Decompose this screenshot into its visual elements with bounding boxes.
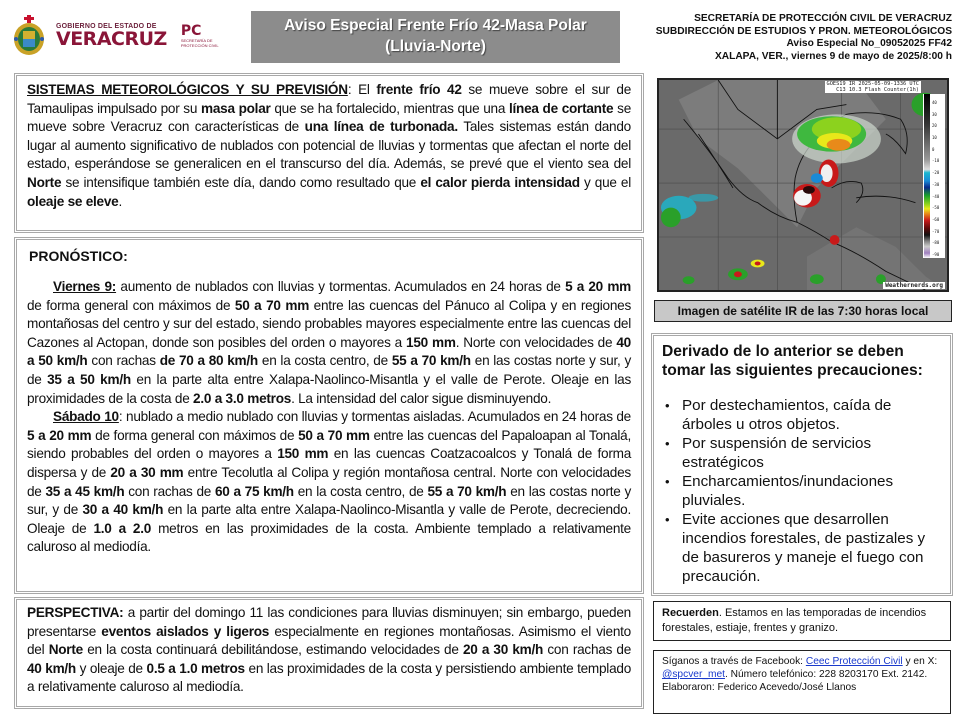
text-bold: 150 mm [277,446,329,462]
reminder-text: . Estamos en las temporadas de incendios forestales, estiaje, frentes y granizo. [662,607,927,634]
text-run: se mueve sobre Veracruz con características de [27,100,631,135]
saturday-label: Sábado 10 [53,409,119,425]
text-bold: 2.0 a 3.0 metros [193,390,292,406]
pc-logo-text: PC [180,23,202,39]
authors: Elaboraron: Federico Acevedo/José Llanos [662,682,857,694]
colorbar-tick: -50 [932,205,940,211]
text-bold: 5 a 20 mm [565,279,631,294]
org-line-1: SECRETARÍA DE PROTECCIÓN CIVIL DE VERACRUZ [694,13,952,24]
text-run: con rachas de [124,483,215,499]
text-bold: 60 a 75 km/h [214,483,294,499]
reminder-box [653,601,951,641]
bulletin-date: XALAPA, VER., viernes 9 de mayo de 2025/8:00 h [714,50,952,62]
text-run: se mueve sobre el sur de Tamaulipas impulsado por su [27,82,632,116]
forecast-panel [14,237,644,594]
forecast-heading: PRONÓSTICO: [29,248,128,264]
text-bold: 50 a 70 mm [298,427,370,443]
text-run: . Norte con velocidades de [455,334,617,350]
weather-systems-panel [14,73,644,233]
text-run: entre las cuencas del Pánuco al Colipa y en regiones montañosas del centro y sur del estado, siendo probables mayores especialmente entre las cuencas del Cazones al Actopan, donde son posibles del orden o mayores a [27,297,632,350]
text-run: : El [347,82,377,97]
text-bold: Norte [48,642,83,658]
satellite-header-line-1: GOES19 IR 2025-05-09-1336 UTC [826,81,919,87]
text-run: en las costas norte y sur, y de [27,483,632,518]
pc-sub-2: PROTECCIÓN CIVIL [180,43,219,48]
colorbar-gradient [924,94,930,258]
text-bold: el calor pierda intensidad [420,174,580,190]
government-logo [12,14,219,58]
text-run: en la costa centro, de [257,353,392,369]
text-run: de forma general con máximos de [27,297,235,313]
weather-systems-heading: SISTEMAS METEOROLÓGICOS Y SU PREVISIÓN [27,82,348,97]
precautions-title: Derivado de lo anterior se deben tomar las siguientes precauciones: [662,343,923,379]
colorbar-tick: -60 [932,216,940,222]
text-bold: 35 a 45 km/h [45,483,125,499]
text-bold: 5 a 20 mm [27,427,92,443]
text-bold: oleaje se eleve [27,193,119,209]
text-run: metros en las proximidades de la costa. Ambiente templado a relativamente caluroso al mediodía. [27,520,631,555]
text-run: en las cuencas Coatzacoalcos y Tonalá de forma dispersa y de [27,446,632,480]
title-line-1: Aviso Especial Frente Frío 42-Masa Polar [284,17,587,34]
text-run: entre Tecolutla al Colipa y región montañosa central. Norte con velocidades de [27,464,631,499]
text-run: en las proximidades de la costa y persistiendo ambiente templado a relativamente caluroso al mediodía. [27,660,632,695]
reminder-label: Recuerden [662,607,719,619]
text-run: de forma general con máximos de [91,427,299,443]
text-bold: 0.5 a 1.0 metros [146,660,245,676]
outlook-panel [14,597,644,709]
contact-text: Síganos a través de Facebook: [662,656,806,667]
contact-phone: . Número telefónico: 228 8203170 Ext. 2142. [725,669,928,681]
forecast-friday [27,278,631,408]
text-run: Tales sistemas están dando lugar al aumento significativo de nublados con potencial de lluvias y tormentas que afectan el norte del estado, esperándose se generalicen en el transcurso del día. Además, se prevé que el viento sea del [27,119,631,172]
precaution-item: • Encharcamientos/inundaciones pluviales. [662,472,942,510]
text-run: se intensifique también este día, dando como resultado que [61,174,421,190]
precautions-panel [651,333,953,596]
text-bold: 30 a 40 km/h [82,502,164,518]
colorbar-tick: 10 [932,135,937,141]
text-run: y que el [579,174,631,190]
text-run: en la costa continuará debilitándose, estimando velocidades de [82,642,463,658]
text-run: y oleaje de [76,660,147,676]
text-bold: 1.0 a 2.0 [93,520,152,536]
org-line-2: SUBDIRECCIÓN DE ESTUDIOS Y PRON. METEOROLÓGICOS [655,25,952,37]
facebook-link[interactable]: Ceec Protección Civil [805,656,903,667]
text-run: en la parte alta entre Xalapa-Naolinco-Misantla y el valle de Perote. Oleaje en las proximidades de la costa de [27,371,631,406]
pc-sub-1: SECRETARÍA DE [180,38,213,43]
colorbar-tick: 20 [932,123,937,129]
colorbar-tick: -40 [932,193,940,199]
text-run: en la parte alta entre Xalapa-Naolinco-Misantla y valle de Perote, decreciendo. Oleaje de [27,502,631,536]
text-run: en las costas norte y sur, y de [27,353,631,387]
text-bold: 50 a 70 mm [234,297,310,313]
temperature-colorbar [923,94,945,258]
text-bold: Norte [27,174,62,190]
colorbar-tick: 0 [932,146,935,152]
text-bold: una línea de turbonada. [304,119,458,135]
text-bold: 20 a 30 km/h [462,642,544,658]
satellite-caption: Imagen de satélite IR de las 7:30 horas local [654,300,952,322]
colorbar-tick: -10 [932,158,940,164]
bulletin-number: Aviso Especial No_09052025 FF42 [786,38,952,49]
text-bold: 20 a 30 mm [110,464,184,480]
precaution-item: • Por suspensión de servicios estratégicos [662,434,942,472]
text-run: aumento de nublados con lluvias y tormentas. Acumulados en 24 horas de [116,279,566,294]
text-bold: línea de cortante [508,100,614,116]
page-title [251,11,620,63]
text-bold: 55 a 70 km/h [427,483,507,499]
colorbar-tick: -30 [932,181,940,187]
contact-box [653,650,951,714]
precaution-item: • Evite acciones que desarrollen incendios forestales, de pastizales y de basureros y maneje el fuego con precaución. [662,510,942,586]
text-bold: eventos aislados y ligeros [101,623,270,639]
precautions-list [662,396,942,586]
text-run: especialmente en regiones montañosas. Asimismo el viento del [27,623,631,658]
text-bold: 150 mm [406,334,456,350]
text-run: . [118,193,123,209]
outlook-heading: PERSPECTIVA: [27,605,124,620]
text-run: con rachas [87,353,160,369]
contact-text: y en X: [902,656,938,667]
text-bold: masa polar [200,100,271,116]
text-run: en la costa centro, de [293,483,428,499]
text-run: a partir del domingo 11 las condiciones para lluvias disminuyen; sin embargo, pueden presentarse [27,605,631,639]
colorbar-tick: -80 [932,240,940,246]
satellite-header-line-2: C13 10.3 Flash Counter(1h) [836,87,919,93]
colorbar-tick: -70 [932,228,940,234]
text-bold: 55 a 70 km/h [391,353,471,369]
veracruz-coat-of-arms-icon [12,15,46,57]
state-name: VERACRUZ [56,28,167,50]
text-bold: de 70 a 80 km/h [159,353,258,369]
text-bold: 40 a 50 km/h [27,334,631,369]
satellite-timestamp [825,81,921,93]
text-run: con rachas de [543,642,632,658]
x-account-link[interactable]: @spcver_met [662,669,725,681]
colorbar-tick: -90 [932,252,940,257]
precaution-item: • Por destechamientos, caída de árboles u otros objetos. [662,396,942,434]
colorbar-tick: 40 [932,100,937,105]
text-bold: frente frío 42 [376,82,462,97]
text-run: que se ha fortalecido, mientras que una [270,100,509,116]
government-label: GOBIERNO DEL ESTADO DE [56,23,157,30]
text-run: entre las cuencas del Papaloapan al Tonalá, siendo probables del orden o mayores a [27,427,631,462]
title-line-2: (Lluvia-Norte) [385,38,486,55]
organization-header [622,13,952,63]
colorbar-tick: 30 [932,111,937,117]
satellite-map [659,80,947,290]
text-run: : nublado a medio nublado con lluvias y tormentas aisladas. Acumulados en 24 horas de [118,409,631,425]
outlook-text [27,604,631,697]
text-run: . La intensidad del calor sigue disminuyendo. [291,390,552,406]
friday-label: Viernes 9: [53,279,117,294]
weather-systems-text [27,81,631,211]
text-bold: 35 a 50 km/h [47,371,131,387]
satellite-image [657,78,949,292]
text-bold: 40 km/h [27,660,76,676]
satellite-source: Weathernerds.org [885,282,943,289]
forecast-saturday [27,408,631,557]
colorbar-tick: -20 [932,170,940,176]
